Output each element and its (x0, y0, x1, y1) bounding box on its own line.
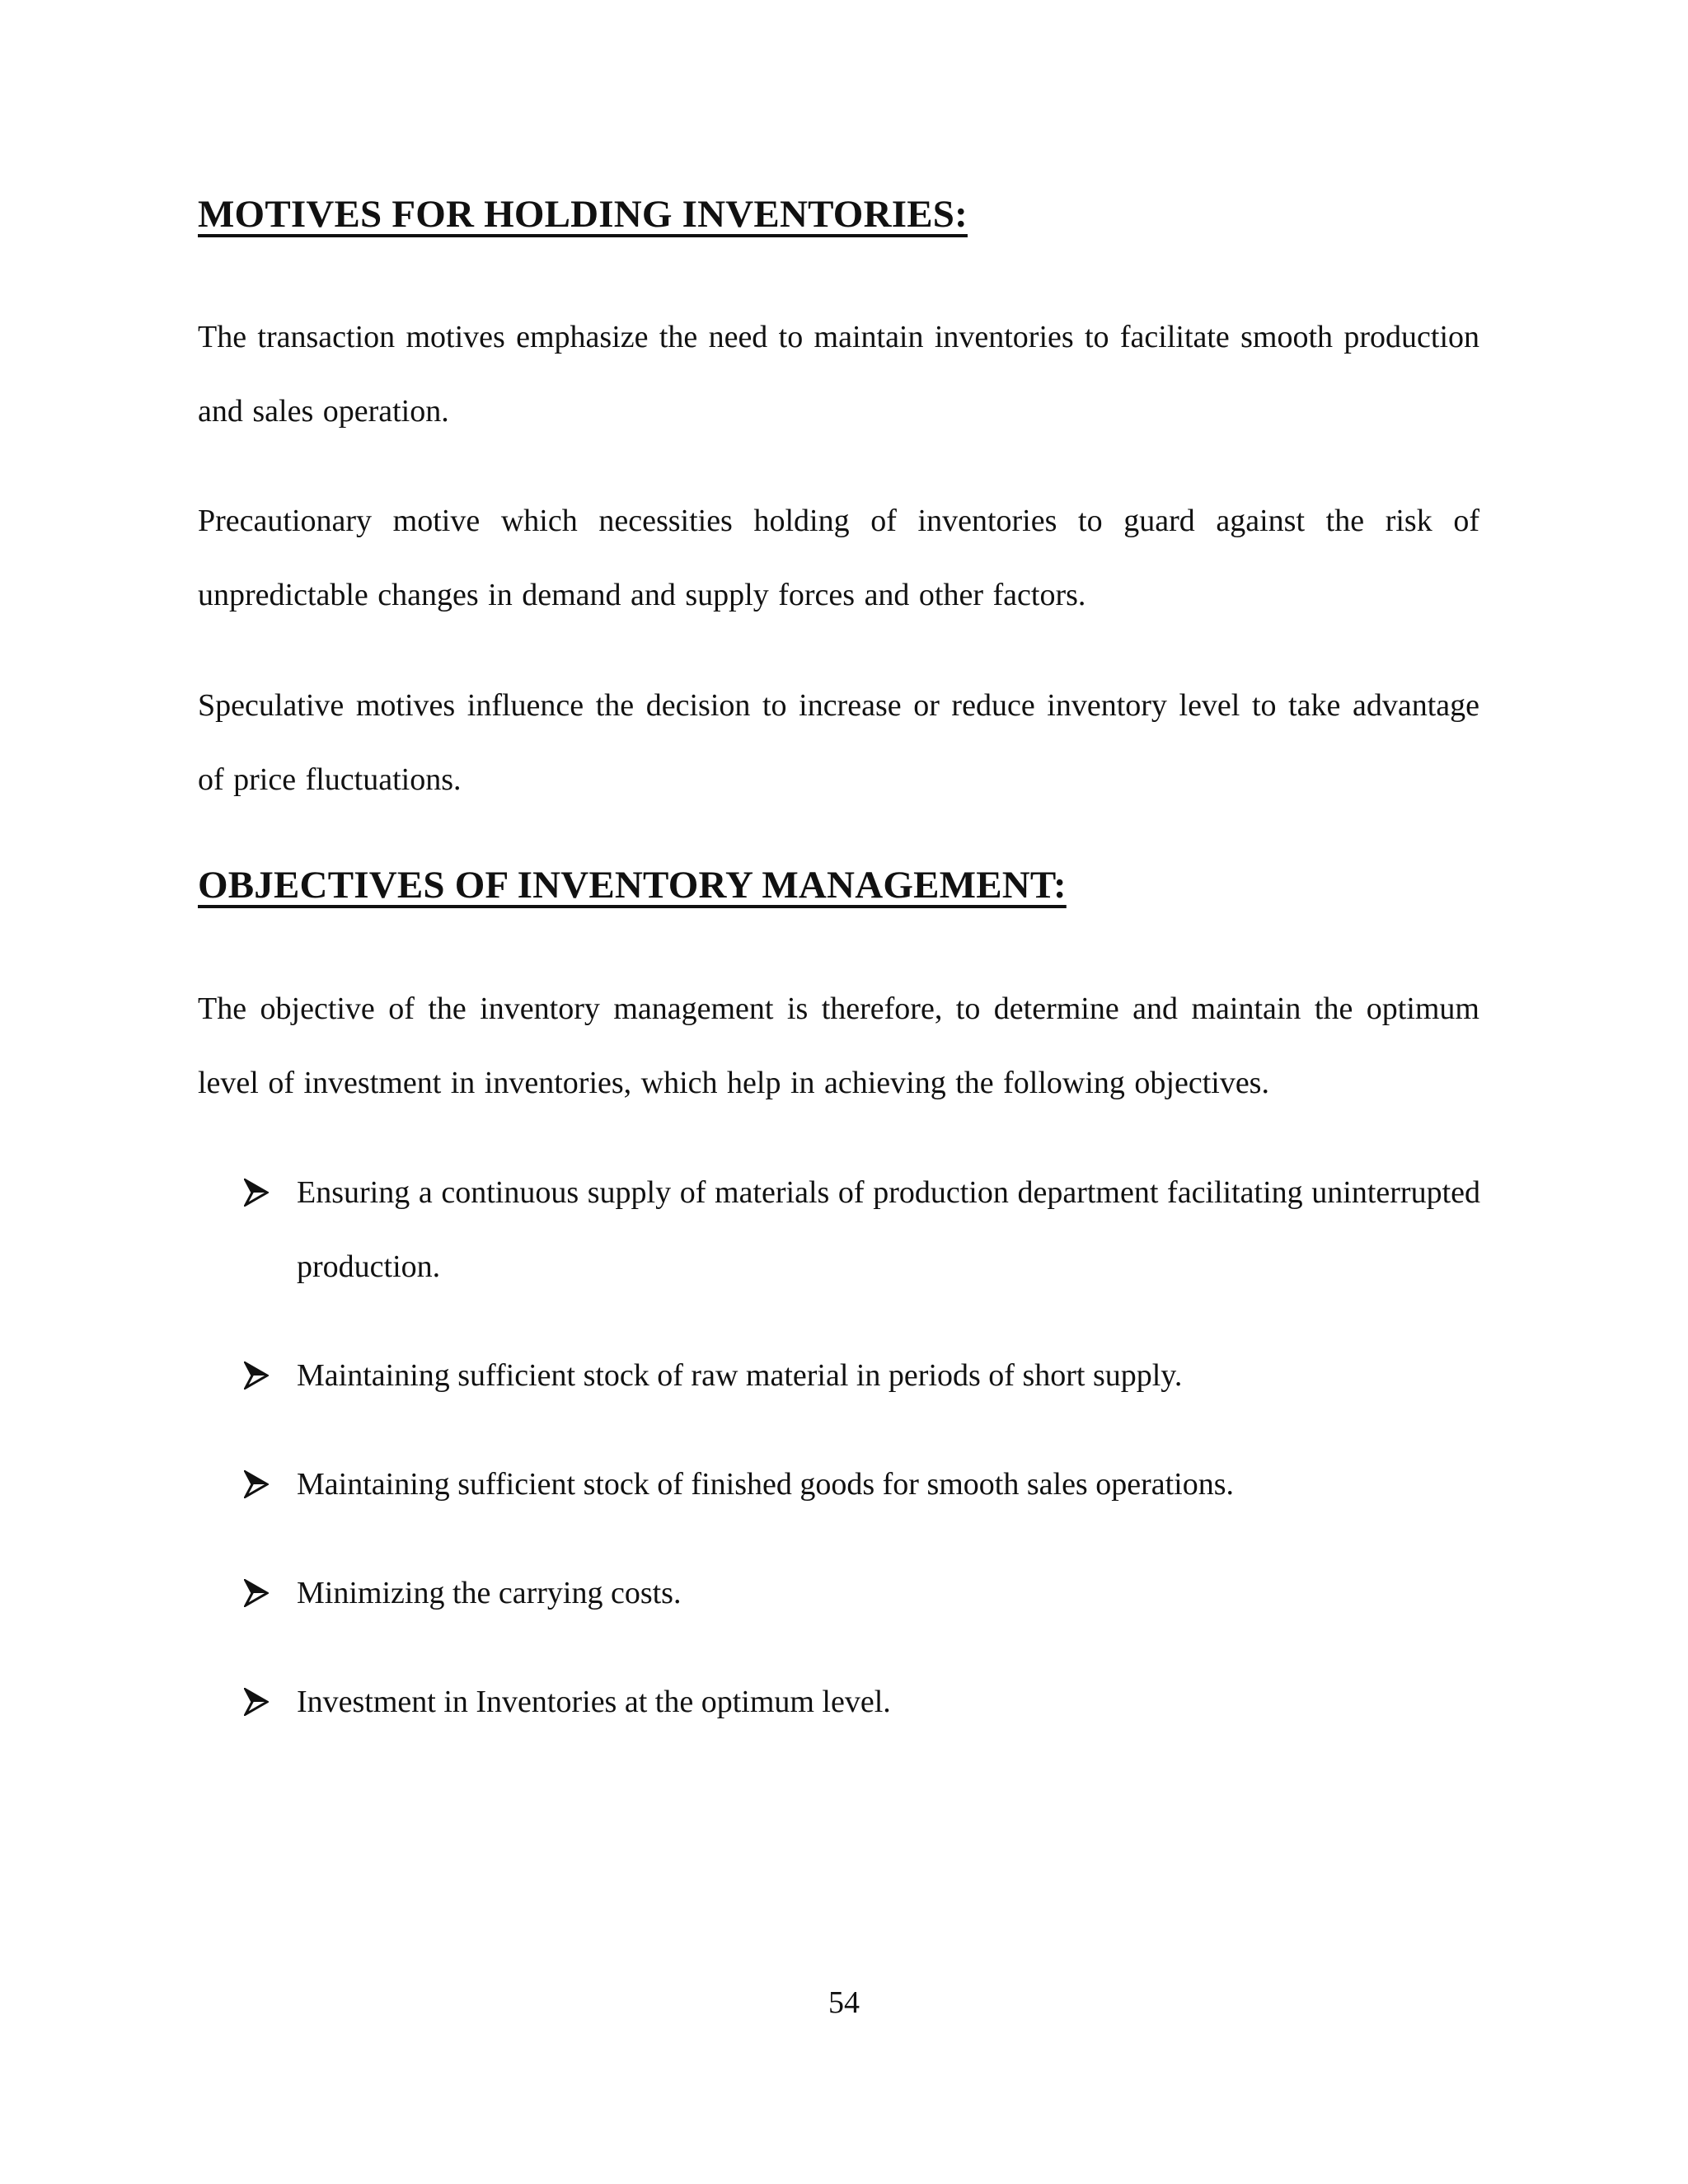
paragraph-objectives-intro: The objective of the inventory management is therefore, to determine and maintain the optimum level of investment in inventories, which help in achieving the following objectives. (198, 991, 1479, 1100)
page-number: 54 (828, 1985, 860, 2020)
list-item (244, 1556, 1480, 1630)
list-item-text: Minimizing the carrying costs. (297, 1576, 682, 1610)
arrowhead-bullet-icon (244, 1179, 269, 1207)
list-item (244, 1447, 1480, 1521)
arrowhead-bullet-icon (244, 1361, 269, 1390)
list-item-text: Ensuring a continuous supply of materials of production department facilitating uninterrupted production. (297, 1175, 1480, 1284)
list-item (244, 1665, 1480, 1739)
list-item (244, 1338, 1480, 1413)
arrowhead-bullet-icon (244, 1470, 269, 1498)
paragraph-speculative-motive: Speculative motives influence the decision to increase or reduce inventory level to take advantage of price fluctuations. (198, 688, 1479, 797)
list-item (244, 1155, 1480, 1304)
arrowhead-bullet-icon (244, 1579, 269, 1607)
paragraph-precautionary-motive: Precautionary motive which necessities holding of inventories to guard against the risk of unpredictable changes in demand and supply forces and other factors. (198, 504, 1479, 612)
list-item-text: Maintaining sufficient stock of raw material in periods of short supply. (297, 1358, 1183, 1393)
list-item-text: Maintaining sufficient stock of finished goods for smooth sales operations. (297, 1467, 1235, 1502)
objectives-list (244, 1155, 1480, 1774)
section-heading-objectives: OBJECTIVES OF INVENTORY MANAGEMENT: (198, 864, 1067, 907)
arrowhead-bullet-icon (244, 1688, 269, 1716)
list-item-text: Investment in Inventories at the optimum level. (297, 1685, 891, 1719)
paragraph-transaction-motive: The transaction motives emphasize the need to maintain inventories to facilitate smooth production and sales operation. (198, 320, 1479, 429)
section-heading-motives: MOTIVES FOR HOLDING INVENTORIES: (198, 193, 968, 236)
